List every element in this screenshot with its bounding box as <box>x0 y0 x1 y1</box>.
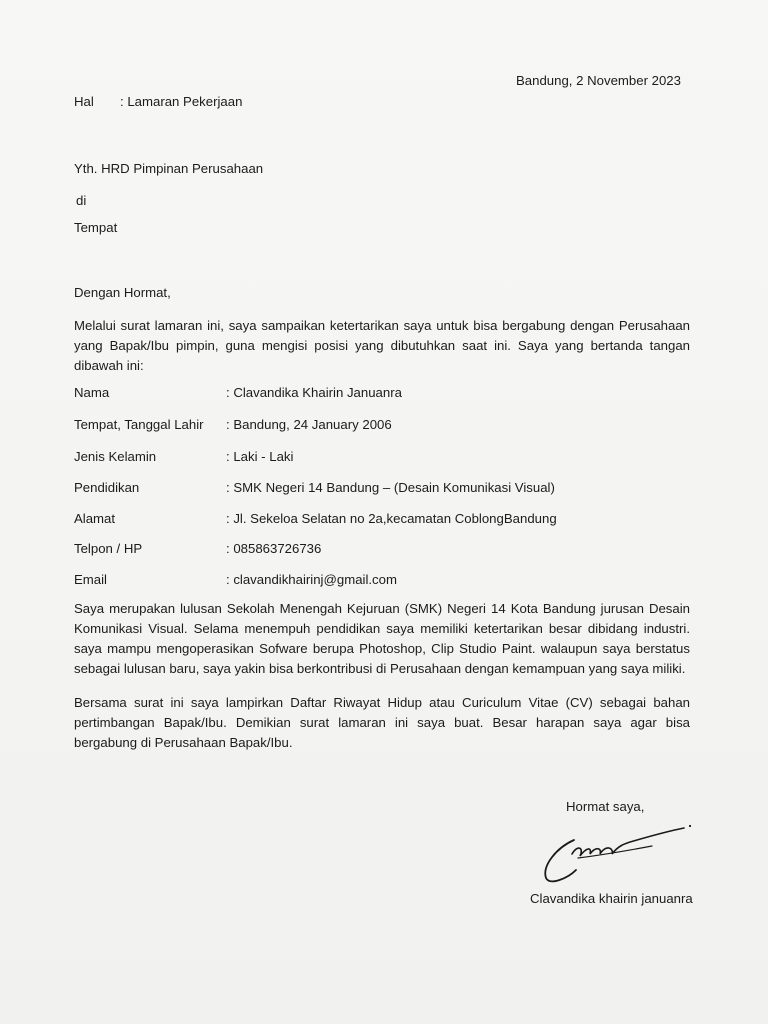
field-value-gender: : Laki - Laki <box>226 449 294 464</box>
signer-name: Clavandika khairin januanra <box>530 891 693 906</box>
field-value-phone: : 085863726736 <box>226 541 322 556</box>
salutation: Dengan Hormat, <box>74 285 171 300</box>
recipient-line-3: Tempat <box>74 220 118 235</box>
body-paragraph-2: Bersama surat ini saya lampirkan Daftar Riwayat Hidup atau Curiculum Vitae (CV) sebagai bahan pertimbangan Bapak/Ibu. Demikian surat lamaran ini saya buat. Besar harapan saya agar bisa bergabung di Perusahaan Bapak/Ibu. <box>74 695 690 750</box>
recipient-line-1: Yth. HRD Pimpinan Perusahaan <box>74 161 264 176</box>
recipient-line-2: di <box>76 193 87 208</box>
field-label-education: Pendidikan <box>74 480 140 495</box>
field-label-ttl: Tempat, Tanggal Lahir <box>74 417 204 432</box>
closing: Hormat saya, <box>566 799 645 814</box>
field-value-ttl: : Bandung, 24 January 2006 <box>226 417 392 432</box>
field-label-gender: Jenis Kelamin <box>74 449 157 464</box>
place-date: Bandung, 2 November 2023 <box>516 73 681 88</box>
field-label-email: Email <box>74 572 107 587</box>
subject-label: Hal <box>74 94 94 109</box>
handwritten-signature <box>534 818 694 888</box>
body-paragraph-1: Saya merupakan lulusan Sekolah Menengah Kejuruan (SMK) Negeri 14 Kota Bandung jurusan Desain Komunikasi Visual. Selama menempuh pendidikan saya memiliki ketertarikan besar dibidang industri. saya mampu mengoperasikan Sofware berupa Photoshop, Clip Studio Paint. walaupun saya berstatus sebagai lulusan baru, saya yakin bisa berkontribusi di Perusahaan dengan kemampuan yang saya miliki. <box>74 601 690 676</box>
field-label-nama: Nama <box>74 385 110 400</box>
intro-paragraph: Melalui surat lamaran ini, saya sampaikan ketertarikan saya untuk bisa bergabung dengan Perusahaan yang Bapak/Ibu pimpin, guna mengisi posisi yang dibutuhkan saat ini. Saya yang bertanda tangan dibawah ini: <box>74 318 690 373</box>
subject-value: : Lamaran Pekerjaan <box>120 94 243 109</box>
field-value-nama: : Clavandika Khairin Januanra <box>226 385 402 400</box>
field-value-address: : Jl. Sekeloa Selatan no 2a,kecamatan CoblongBandung <box>226 511 557 526</box>
field-label-address: Alamat <box>74 511 116 526</box>
field-label-phone: Telpon / HP <box>74 541 143 556</box>
field-value-education: : SMK Negeri 14 Bandung – (Desain Komunikasi Visual) <box>226 480 555 495</box>
field-value-email: : clavandikhairinj@gmail.com <box>226 572 397 587</box>
